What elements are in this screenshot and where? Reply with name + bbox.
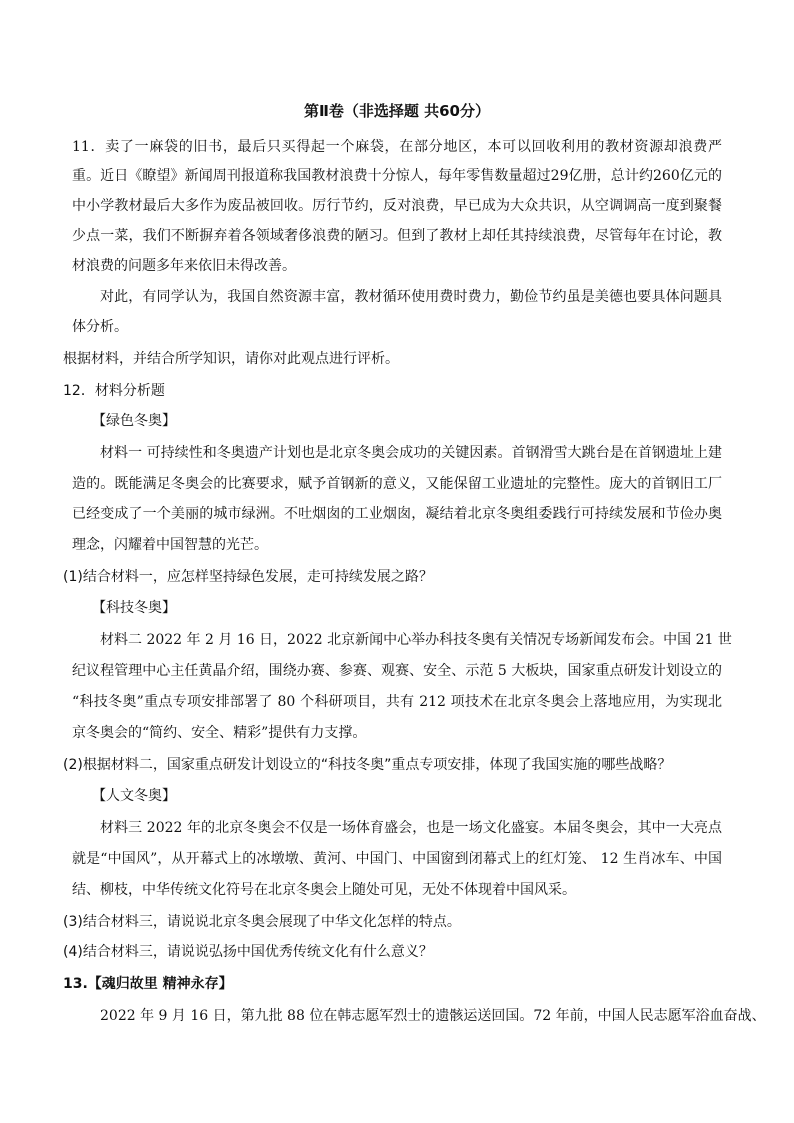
q12-m3-line-1: 材料三 2022 年的北京冬奥会不仅是一场体育盛会，也是一场文化盛宴。本届冬奥会，其中一大亮点	[100, 820, 722, 836]
q12-question-1: (1)结合材料一，应怎样坚持绿色发展，走可持续发展之路？	[63, 569, 433, 585]
q12-tag-tech: 【科技冬奥】	[92, 600, 176, 616]
q13-heading: 13.【魂归故里 精神永存】	[63, 976, 233, 992]
q12-m1-line-1: 材料一 可持续性和冬奥遗产计划也是北京冬奥会成功的关键因素。首钢滑雪大跳台是在首钢遗址上建	[100, 445, 722, 461]
q11-line-3: 中小学教材最后大多作为废品被回收。厉行节约，反对浪费，早已成为大众共识，从空调调高一度到聚餐	[72, 198, 722, 214]
q12-heading: 12．材料分析题	[63, 383, 165, 399]
q12-tag-green: 【绿色冬奥】	[92, 413, 176, 429]
q12-m1-line-2: 造的。既能满足冬奥会的比赛要求，赋予首钢新的意义，又能保留工业遗址的完整性。庞大的首钢旧工厂	[72, 476, 722, 492]
q12-m2-line-4: 京冬奥会的“简约、安全、精彩”提供有力支撑。	[72, 725, 367, 741]
q12-question-3: (3)结合材料三，请说说北京冬奥会展现了中华文化怎样的特点。	[63, 914, 461, 930]
q12-m1-line-3: 已经变成了一个美丽的城市绿洲。不吐烟囱的工业烟囱，凝结着北京冬奥组委践行可持续发展和节俭办奥	[72, 506, 722, 522]
q11-line-7: 体分析。	[72, 319, 128, 335]
q11-line-1: 11．卖了一麻袋的旧书，最后只买得起一个麻袋，在部分地区，本可以回收利用的教材资源却浪费严	[72, 139, 722, 155]
q11-line-4: 少点一菜，我们不断摒弃着各领域奢侈浪费的陋习。但到了教材上却任其持续浪费，尽管每年在讨论，教	[72, 228, 722, 244]
q13-line-1: 2022 年 9 月 16 日，第九批 88 位在韩志愿军烈士的遗骸运送回国。72 年前，中国人民志愿军浴血奋战、	[100, 1008, 766, 1024]
section-title: 第Ⅱ卷（非选择题 共60分）	[304, 102, 490, 120]
q12-m3-line-2: 就是“中国风”，从开幕式上的冰墩墩、黄河、中国门、中国窗到闭幕式上的红灯笼、 12 生肖冰车、中国	[72, 851, 722, 867]
q12-m2-line-1: 材料二 2022 年 2 月 16 日，2022 北京新闻中心举办科技冬奥有关情况专场新闻发布会。中国 21 世	[100, 632, 732, 648]
q11-prompt: 根据材料，并结合所学知识，请你对此观点进行评析。	[63, 351, 399, 367]
q11-line-5: 材浪费的问题多年来依旧未得改善。	[72, 258, 296, 274]
q12-tag-culture: 【人文冬奥】	[92, 788, 176, 804]
q11-line-2: 重。近日《瞭望》新闻周刊报道称我国教材浪费十分惊人，每年零售数量超过29亿册，总计约260亿元的	[72, 168, 722, 184]
q12-m1-line-4: 理念，闪耀着中国智慧的光芒。	[72, 537, 268, 553]
q12-m2-line-2: 纪议程管理中心主任黄晶介绍，围绕办赛、参赛、观赛、安全、示范 5 大板块，国家重点研发计划设立的	[72, 663, 722, 679]
q12-question-2: (2)根据材料二，国家重点研发计划设立的“科技冬奥”重点专项安排，体现了我国实施的哪些战略？	[63, 757, 672, 773]
q11-line-6: 对此，有同学认为，我国自然资源丰富，教材循环使用费时费力，勤俭节约虽是美德也要具体问题具	[100, 289, 722, 305]
q12-m2-line-3: “科技冬奥”重点专项安排部署了 80 个科研项目，共有 212 项技术在北京冬奥会上落地应用，为实现北	[72, 694, 722, 710]
q12-m3-line-3: 结、柳枝，中华传统文化符号在北京冬奥会上随处可见，无处不体现着中国风采。	[72, 882, 576, 898]
q12-question-4: (4)结合材料三，请说说弘扬中国优秀传统文化有什么意义？	[63, 944, 433, 960]
